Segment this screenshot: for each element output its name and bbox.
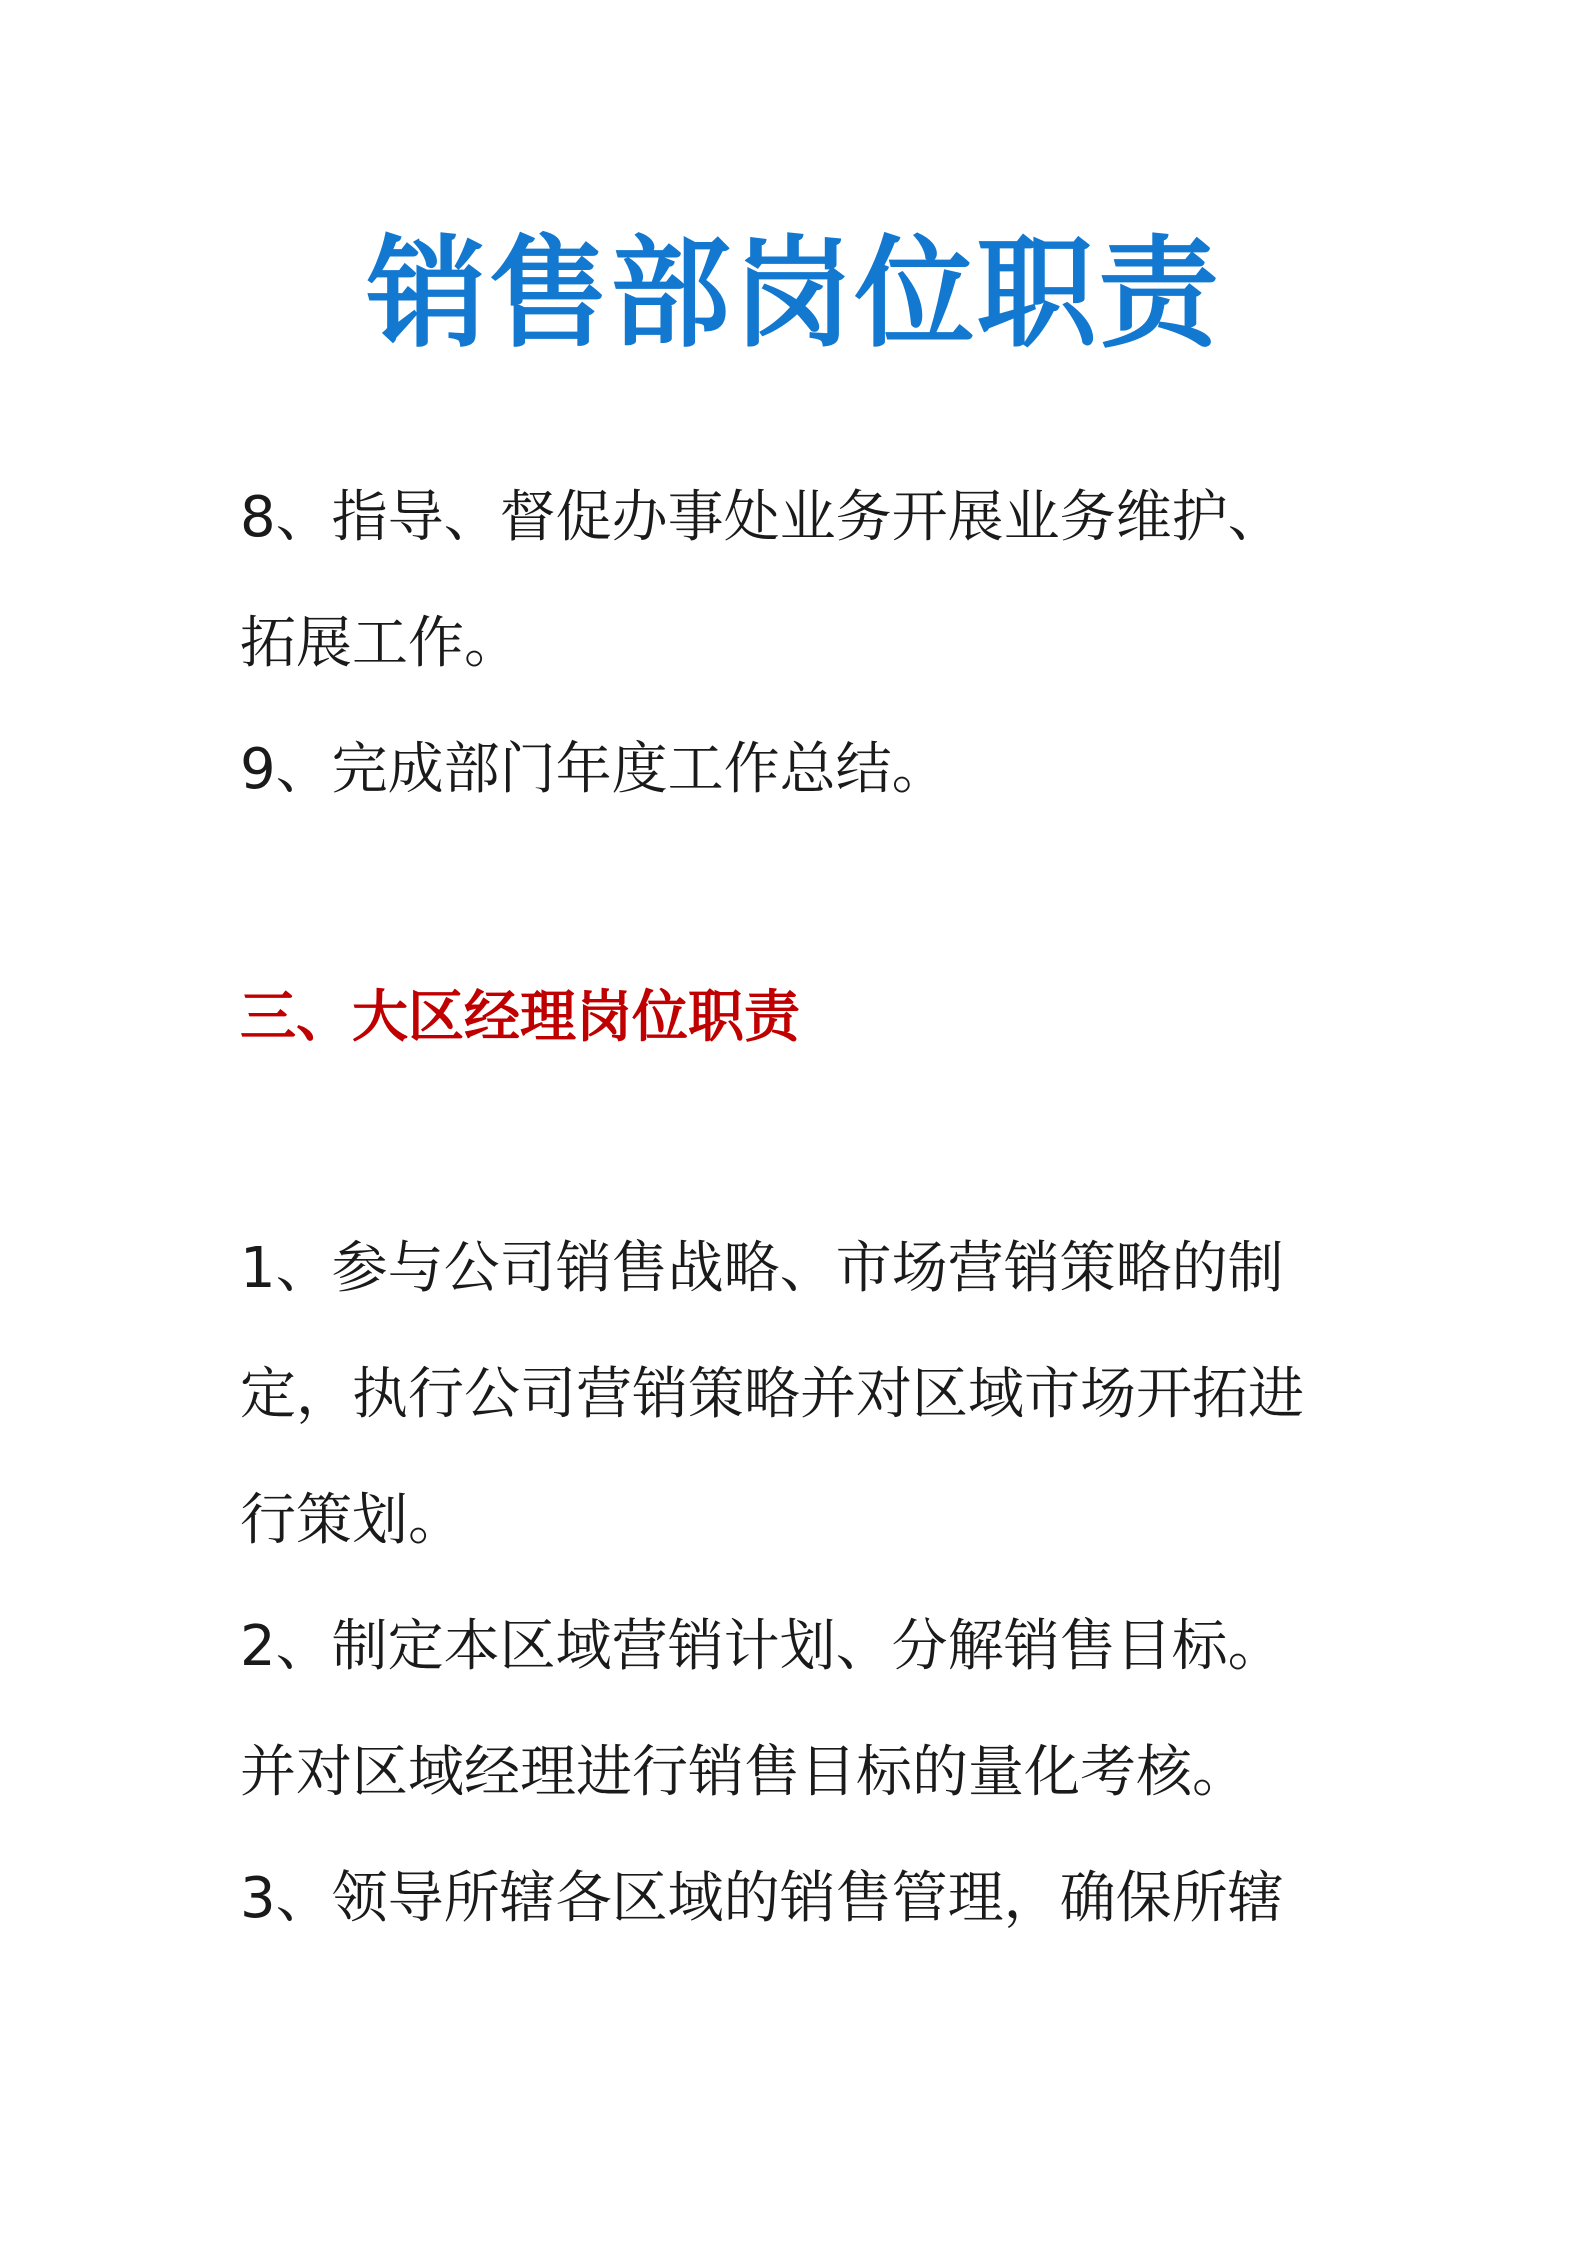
list-item-1-line-3: 行策划。 <box>240 1488 464 1553</box>
list-item-2-line-2: 并对区域经理进行销售目标的量化考核。 <box>240 1740 1248 1805</box>
list-item-9-line-1: 9、完成部门年度工作总结。 <box>240 737 948 802</box>
list-item-8 <box>240 455 1360 707</box>
list-item-3-line-1: 3、领导所辖各区域的销售管理，确保所辖 <box>240 1866 1284 1931</box>
list-item-2 <box>240 1584 1360 1836</box>
list-item-2-line-1: 2、制定本区域营销计划、分解销售目标。 <box>240 1614 1284 1679</box>
list-item-3 <box>240 1836 1360 1962</box>
section-heading: 三、大区经理岗位职责 <box>240 985 800 1050</box>
list-item-9 <box>240 707 1360 833</box>
list-item-1-line-2: 定，执行公司营销策略并对区域市场开拓进 <box>240 1362 1304 1427</box>
list-item-8-line-2: 拓展工作。 <box>240 611 520 676</box>
page-title: 销售部岗位职责 <box>366 225 1221 365</box>
list-item-8-line-1: 8、指导、督促办事处业务开展业务维护、 <box>240 485 1284 550</box>
list-item-1 <box>240 1206 1360 1584</box>
list-item-1-line-1: 1、参与公司销售战略、市场营销策略的制 <box>240 1236 1284 1301</box>
